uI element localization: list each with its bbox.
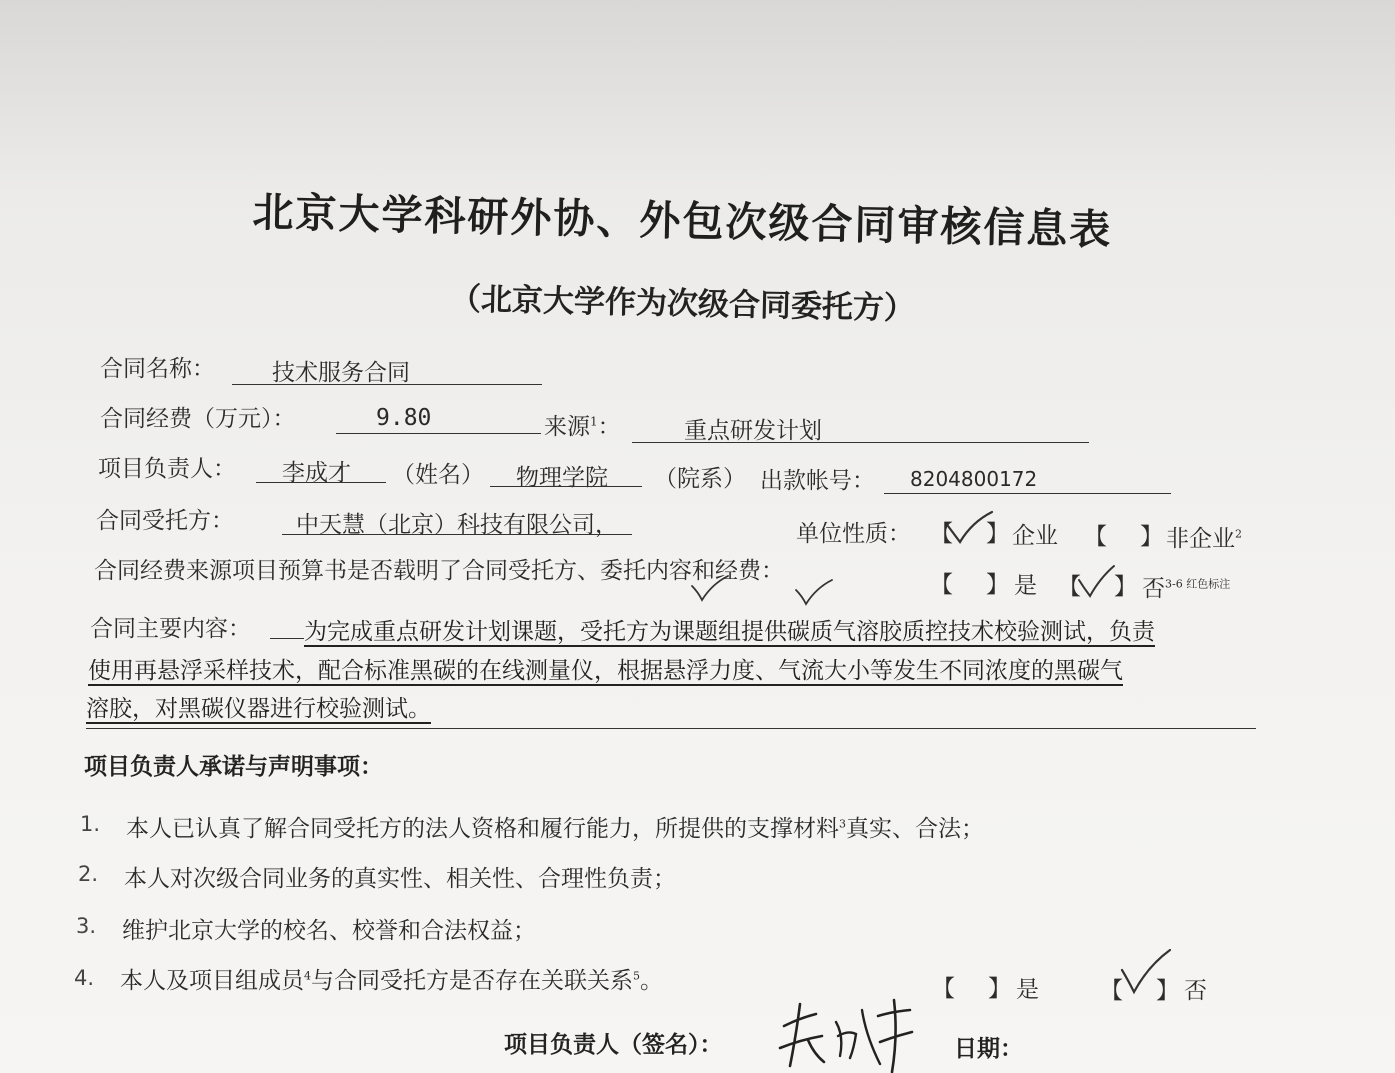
fee-tick-icon — [794, 578, 834, 608]
enterprise-check-icon — [944, 508, 996, 548]
leader-value: 李成才 — [282, 460, 351, 486]
contract-name-underline — [232, 384, 542, 385]
name-note: （姓名） — [392, 462, 484, 488]
account-label: 出款帐号： — [760, 468, 875, 494]
fee-value: 9.80 — [376, 405, 432, 431]
trustee-value: 中天慧（北京）科技有限公司， — [296, 512, 618, 538]
item-4-text: 本人及项目组成员$^4$与合同受托方是否存在关联关系$^5$。 — [120, 968, 663, 994]
dept-note: （院系） — [654, 466, 746, 492]
non-enterprise-label: 非企业$^2$ — [1166, 526, 1242, 552]
nature-label: 单位性质： — [796, 521, 911, 547]
budget-no-check-icon — [1076, 564, 1116, 600]
dept-underline — [490, 486, 642, 487]
handwritten-signature — [770, 996, 920, 1073]
enterprise-bracket-open: 【 — [930, 521, 953, 547]
trustee-underline — [282, 534, 632, 535]
item-4-no-bracket-open: 【 — [1100, 978, 1123, 1004]
fee-underline — [336, 433, 541, 434]
budget-yes-label: 是 — [1014, 573, 1037, 599]
item-4-yes-bracket-open: 【 — [932, 976, 955, 1002]
dept-value: 物理学院 — [516, 465, 608, 491]
trustee-tick-icon — [690, 574, 730, 604]
source-underline — [632, 442, 1089, 443]
enterprise-bracket-close: 】 — [986, 521, 1009, 547]
non-enterprise-bracket-open: 【 — [1084, 524, 1107, 550]
budget-no-bracket-close: 】 — [1114, 574, 1137, 600]
document-subtitle: （北京大学作为次级合同委托方） — [449, 281, 916, 327]
fee-label: 合同经费（万元）： — [100, 406, 296, 432]
item-2-text: 本人对次级合同业务的真实性、相关性、合理性负责； — [124, 866, 676, 892]
content-line-2: 使用再悬浮采样技术，配合标准黑碳的在线测量仪，根据悬浮力度、气流大小等发生不同浓度的黑碳气 — [88, 658, 1123, 684]
document-title: 北京大学科研外协、外包次级合同审核信息表 — [252, 187, 1113, 254]
leader-label: 项目负责人： — [98, 456, 236, 482]
item-4-yes-bracket-close: 】 — [988, 976, 1011, 1002]
item-4-no-bracket-close: 】 — [1156, 978, 1179, 1004]
content-line-1: 为完成重点研发计划课题，受托方为课题组提供碳质气溶胶质控技术校验测试，负责 — [304, 619, 1155, 645]
content-label: 合同主要内容： — [90, 616, 251, 642]
commitments-heading: 项目负责人承诺与声明事项： — [84, 753, 383, 780]
item-1-text: 本人已认真了解合同受托方的法人资格和履行能力，所提供的支撑材料$^3$真实、合法； — [126, 816, 984, 842]
budget-yes-bracket-close: 】 — [986, 572, 1009, 598]
signature-label: 项目负责人（签名）： — [504, 1031, 723, 1058]
source-value: 重点研发计划 — [684, 418, 822, 444]
item-3-text: 维护北京大学的校名、校誉和合法权益； — [122, 918, 536, 944]
budget-no-label: 否$^{3-6 红色标注}$ — [1142, 576, 1231, 602]
item-1-number: 1. — [80, 812, 101, 836]
content-line-3: 溶胶，对黑碳仪器进行校验测试。 — [86, 696, 431, 722]
item-4-no-label: 否 — [1184, 978, 1207, 1004]
account-value: 8204800172 — [910, 467, 1038, 491]
content-lead-underline — [270, 638, 304, 639]
source-label: 来源$^1$： — [544, 414, 621, 440]
trustee-label: 合同受托方： — [96, 508, 234, 534]
item-2-number: 2. — [78, 862, 99, 886]
account-underline — [884, 493, 1171, 494]
item-4-no-check-icon — [1118, 946, 1174, 996]
item-3-number: 3. — [76, 914, 97, 938]
date-label: 日期： — [954, 1035, 1023, 1062]
item-4-yes-label: 是 — [1016, 977, 1039, 1003]
enterprise-label: 企业 — [1012, 523, 1058, 549]
leader-underline — [256, 482, 386, 483]
contract-name-label: 合同名称： — [100, 356, 215, 382]
contract-name-value: 技术服务合同 — [272, 360, 410, 386]
budget-yes-bracket-open: 【 — [930, 572, 953, 598]
budget-no-bracket-open: 【 — [1058, 574, 1081, 600]
non-enterprise-bracket-close: 】 — [1140, 524, 1163, 550]
budget-question: 合同经费来源项目预算书是否载明了合同受托方、委托内容和经费： — [94, 558, 784, 584]
content-end-underline — [86, 728, 1256, 729]
item-4-number: 4. — [74, 966, 95, 990]
